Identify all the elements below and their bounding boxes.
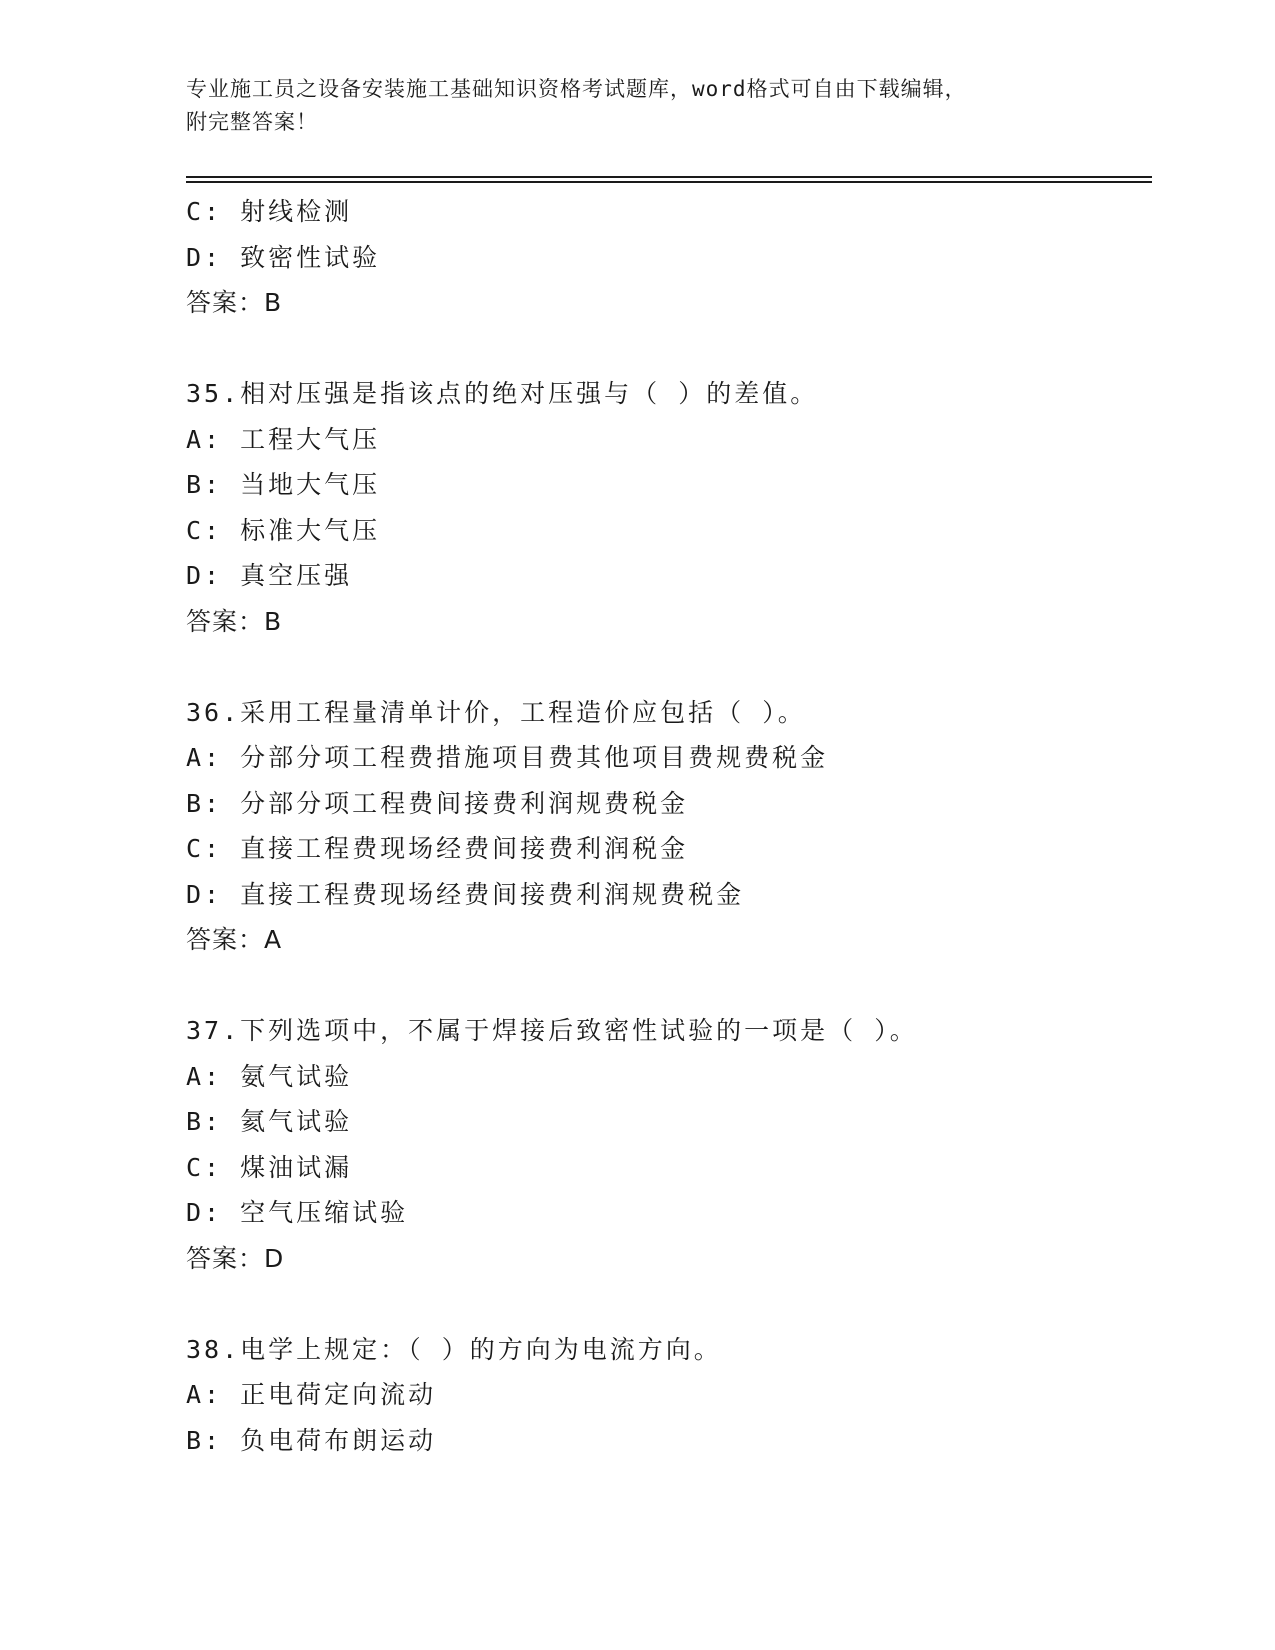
option-text: 标准大气压 [240,515,381,545]
option-label: A: [186,1061,223,1091]
option-line [186,1054,1152,1100]
question-stem: 36.采用工程量清单计价，工程造价应包括（ ）。 [186,697,806,727]
header-divider-bottom [186,181,1152,183]
option-line [186,235,1152,281]
option-text: 氦气试验 [240,1107,353,1136]
option-line [186,189,1152,235]
answer-line [186,599,1152,645]
option-line [186,1099,1152,1145]
option-label: B: [186,1107,223,1136]
option-label: A: [186,743,223,772]
option-text: 负电荷布朗运动 [240,1425,437,1455]
option-line [186,1418,1152,1464]
document-header [186,73,1152,139]
answer-label: 答案： [186,1243,265,1273]
header-divider-top [186,176,1152,178]
answer-value: D [264,1243,285,1273]
option-line [186,417,1152,463]
option-label: C: [186,197,223,226]
option-text: 真空压强 [240,561,353,590]
option-line [186,508,1152,554]
option-text: 工程大气压 [240,424,381,454]
question-stem: 37.下列选项中，不属于焊接后致密性试验的一项是（ ）。 [186,1016,918,1045]
option-text: 分部分项工程费措施项目费其他项目费规费税金 [240,743,829,772]
option-text: 分部分项工程费间接费利润规费税金 [240,788,689,818]
option-label: A: [186,1380,223,1409]
option-text: 氨气试验 [240,1061,353,1091]
option-line [186,1190,1152,1236]
answer-label: 答案： [186,606,265,636]
option-line [186,1372,1152,1418]
spacer [186,963,1152,1009]
option-line [186,462,1152,508]
option-text: 直接工程费现场经费间接费利润规费税金 [240,879,745,909]
spacer [186,1281,1152,1327]
question-stem: 38.电学上规定：（ ）的方向为电流方向。 [186,1334,722,1364]
option-label: D: [186,242,223,272]
option-label: B: [186,1425,223,1455]
option-text: 空气压缩试验 [240,1198,409,1227]
answer-line [186,917,1152,963]
answer-label: 答案： [186,288,265,317]
option-text: 正电荷定向流动 [240,1380,437,1409]
option-text: 直接工程费现场经费间接费利润税金 [240,834,689,863]
option-text: 射线检测 [240,197,353,226]
option-label: D: [186,879,223,909]
option-label: B: [186,788,223,818]
answer-label: 答案： [186,925,265,954]
header-line-1: 专业施工员之设备安装施工基础知识资格考试题库，word格式可自由下载编辑， [186,77,967,101]
spacer [186,644,1152,690]
option-label: C: [186,1152,223,1182]
option-line [186,872,1152,918]
question-list [186,189,1152,1463]
option-line [186,826,1152,872]
option-line [186,781,1152,827]
option-line [186,735,1152,781]
option-label: A: [186,424,223,454]
answer-value: A [264,925,283,954]
option-label: C: [186,515,223,545]
question-stem: 35.相对压强是指该点的绝对压强与（ ）的差值。 [186,379,819,408]
option-label: D: [186,1198,223,1227]
option-line [186,1145,1152,1191]
answer-line [186,280,1152,326]
answer-line [186,1236,1152,1282]
header-line-2: 附完整答案！ [186,110,318,134]
option-text: 当地大气压 [240,470,381,499]
option-text: 致密性试验 [240,242,381,272]
answer-value: B [264,288,283,317]
option-line [186,553,1152,599]
answer-value: B [264,606,283,636]
option-label: B: [186,470,223,499]
spacer [186,326,1152,372]
option-label: C: [186,834,223,863]
option-label: D: [186,561,223,590]
option-text: 煤油试漏 [240,1152,353,1182]
